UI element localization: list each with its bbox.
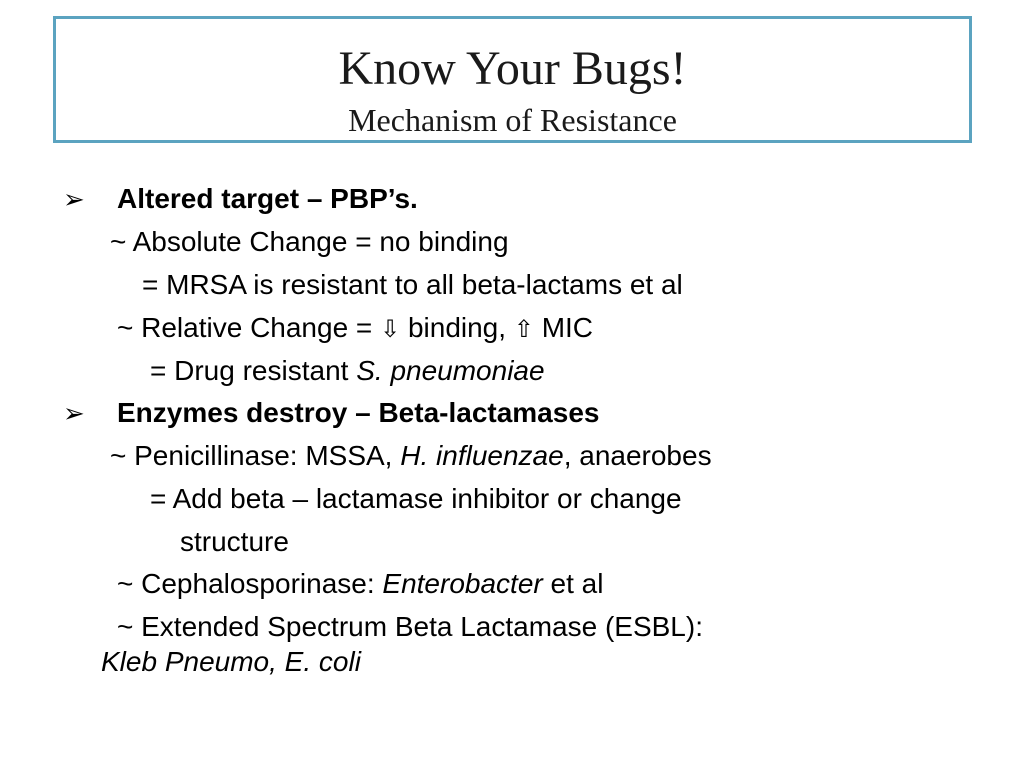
slide-subtitle: Mechanism of Resistance xyxy=(348,102,677,138)
down-arrow-icon: ⇩ xyxy=(380,315,401,343)
text-binding: binding, xyxy=(400,312,514,343)
text-absolute-change: ~ Absolute Change = no binding xyxy=(110,226,509,257)
organism-kleb-pneumo-e-coli: Kleb Pneumo, E. coli xyxy=(101,646,361,677)
text-mic: MIC xyxy=(533,312,594,343)
text-cephalosporinase xyxy=(117,567,603,601)
bullet-heading-enzymes-destroy: Enzymes destroy – Beta-lactamases xyxy=(117,397,600,428)
text-cephalosporinase-label: ~ Cephalosporinase: xyxy=(117,568,383,599)
organism-enterobacter: Enterobacter xyxy=(382,568,543,599)
text-drug-resistant xyxy=(150,354,545,388)
text-add-beta-lactamase: = Add beta – lactamase inhibitor or change xyxy=(150,483,682,514)
organism-h-influenzae: H. influenzae xyxy=(400,440,564,471)
text-structure: structure xyxy=(180,526,289,557)
slide-title: Know Your Bugs! xyxy=(338,42,687,95)
bullet-arrow-icon: ➢ xyxy=(63,184,85,214)
text-relative-change-label: ~ Relative Change = xyxy=(117,312,381,343)
text-et-al: et al xyxy=(542,568,604,599)
up-arrow-icon: ⇧ xyxy=(513,315,534,343)
text-esbl: ~ Extended Spectrum Beta Lactamase (ESBL): xyxy=(117,611,703,642)
text-penicillinase xyxy=(110,439,712,473)
bullet-arrow-icon: ➢ xyxy=(63,398,85,428)
text-penicillinase-label: ~ Penicillinase: MSSA, xyxy=(110,440,401,471)
text-relative-change xyxy=(117,311,593,346)
text-mrsa-resistant: = MRSA is resistant to all beta-lactams et al xyxy=(142,269,683,300)
text-drug-resistant-label: = Drug resistant xyxy=(150,355,357,386)
bullet-heading-altered-target: Altered target – PBP’s. xyxy=(117,183,418,214)
text-anaerobes: , anaerobes xyxy=(563,440,712,471)
organism-s-pneumoniae: S. pneumoniae xyxy=(356,355,545,386)
